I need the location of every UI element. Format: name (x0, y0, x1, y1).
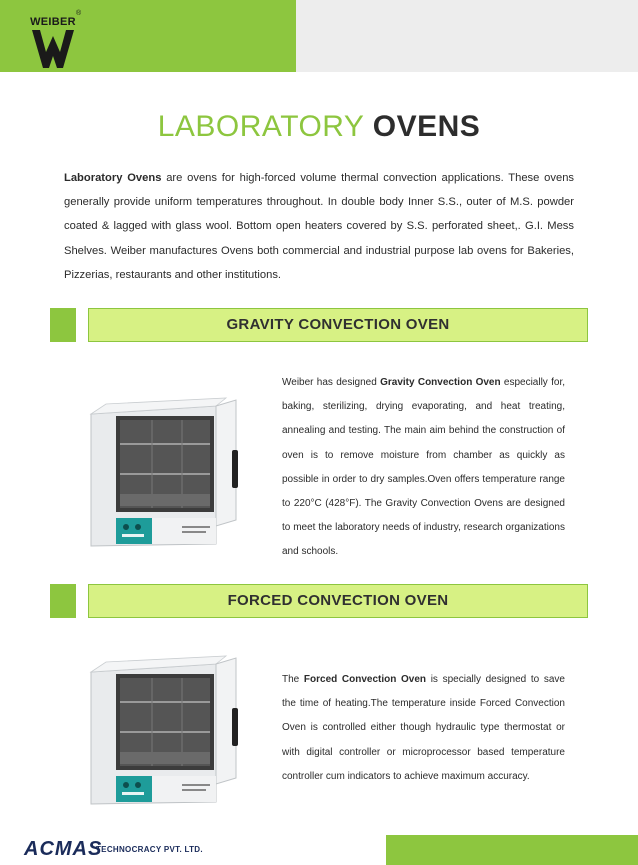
acmas-logo: ACMAS (24, 838, 103, 860)
section-2-marker (50, 584, 76, 618)
footer-green-band (386, 835, 638, 865)
gravity-convection-oven-photo (86, 394, 246, 554)
section-2-description (282, 668, 565, 789)
section-2-pre: The (282, 674, 304, 685)
page-title (0, 110, 638, 144)
section-1-heading: GRAVITY CONVECTION OVEN (88, 308, 588, 342)
section-1-pre: Weiber has designed (282, 377, 381, 388)
intro-paragraph (64, 166, 574, 287)
weiber-logo (22, 10, 84, 68)
logo-text: WEIBER (30, 16, 76, 28)
section-1-marker (50, 308, 76, 342)
section-2-heading: FORCED CONVECTION OVEN (88, 584, 588, 618)
intro-body: are ovens for high-forced volume thermal convection applications. These ovens generally provide uniform temperatures throughout. In double body Inner S.S., outer of M.S. powder coated & lagged with glass wool. Bottom open heaters covered by S.S. perforated sheet,. G.I. Mess Shelves. Weiber manufactures Ovens both commercial and industrial purpose lab ovens for Bakeries, Pizzerias, restaurants and other institutions. (64, 172, 575, 281)
title-part-2: OVENS (372, 110, 481, 143)
forced-convection-oven-photo (86, 652, 246, 812)
section-2-post: is specially designed to save the time of heating.The temperature inside Forced Convection Oven is controlled either though hydraulic type thermostat or with digital controller or microprocessor based temperature controller cum indicators to achieve maximum accuracy. (282, 674, 565, 782)
intro-lead: Laboratory Ovens (64, 172, 162, 184)
section-1-bold: Gravity Convection Oven (380, 377, 501, 388)
logo-registered-mark: ® (76, 10, 82, 17)
title-part-1: LABORATORY (157, 110, 364, 143)
section-1-post: especially for, baking, sterilizing, drying evaporating, and heat treating, annealing and testing. The main aim behind the construction of oven is to remove moisture from chamber as quickly as possible in order to dry samples.Oven offers temperature range to 220°C (428°F). The Gravity Convection Ovens are designed to meet the laboratory needs of industry, research organizations and schools. (282, 377, 566, 558)
footer-company: TECHNOCRACY PVT. LTD. (96, 845, 203, 854)
section-2-bold: Forced Convection Oven (303, 674, 427, 685)
header-gray-band (296, 0, 638, 72)
weiber-w-icon (32, 30, 74, 68)
section-1-description (282, 371, 565, 565)
